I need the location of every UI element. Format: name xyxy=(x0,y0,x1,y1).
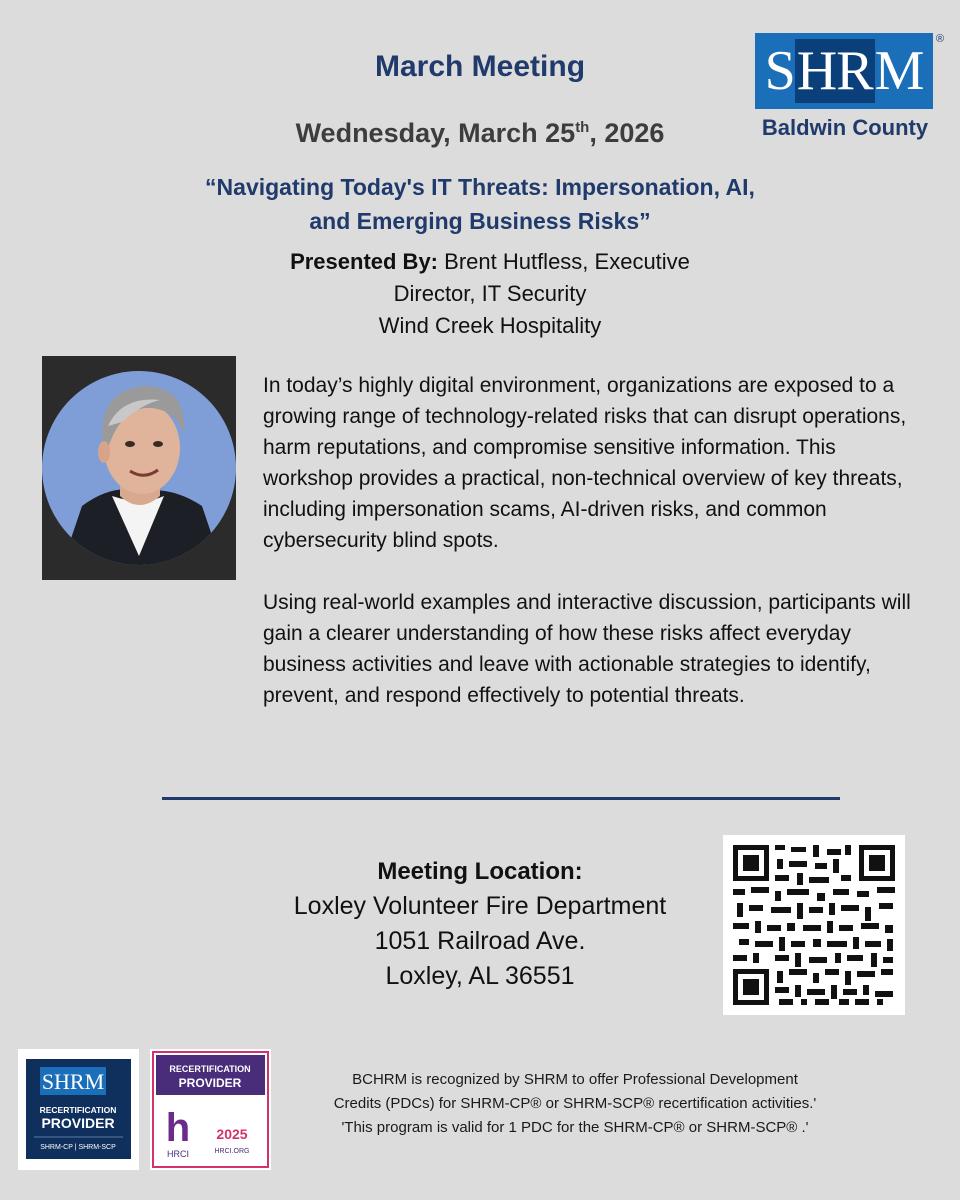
badge-shrm-line2: PROVIDER xyxy=(41,1115,115,1131)
presenter-photo xyxy=(42,356,236,580)
meeting-location xyxy=(230,854,730,994)
badge-hrci-line1: RECERTIFICATION xyxy=(169,1064,251,1074)
presenter-company: Wind Creek Hospitality xyxy=(378,313,602,338)
date-year: , 2026 xyxy=(589,118,665,148)
topic-line-2: and Emerging Business Risks” xyxy=(309,208,651,234)
location-street: 1051 Railroad Ave. xyxy=(374,927,586,955)
date-suffix: th xyxy=(575,119,590,136)
disclaimer-line-1: BCHRM is recognized by SHRM to offer Professional Development xyxy=(352,1071,798,1088)
presenter-info xyxy=(240,246,740,342)
session-topic xyxy=(150,170,810,238)
session-description xyxy=(263,370,923,742)
badge-hrci-site: HRCI.ORG xyxy=(214,1148,250,1155)
qr-code[interactable] xyxy=(723,835,905,1015)
location-venue: Loxley Volunteer Fire Department xyxy=(293,892,667,920)
badge-shrm-mark: SHRM xyxy=(41,1069,105,1094)
hrci-recertification-badge xyxy=(150,1049,271,1170)
badge-hrci-year: 2025 xyxy=(216,1126,248,1142)
section-divider xyxy=(162,797,840,800)
badge-hrci-line2: PROVIDER xyxy=(178,1076,242,1090)
presenter-label: Presented By: xyxy=(290,249,439,274)
logo-subtitle: Baldwin County xyxy=(761,115,929,140)
description-paragraph-2: Using real-world examples and interactive discussion, participants will gain a clearer understanding of how these risks affect everyday business activities and leave with actionable strategies to identify, prevent, and respond effectively to potential threats. xyxy=(263,591,911,707)
page-title: March Meeting xyxy=(374,50,586,83)
disclaimer-line-3: 'This program is valid for 1 PDC for the SHRM-CP® or SHRM-SCP® .' xyxy=(341,1119,809,1136)
presenter-name: Brent Hutfless, Executive xyxy=(444,249,690,274)
presenter-title: Director, IT Security xyxy=(393,281,587,306)
shrm-baldwin-logo xyxy=(755,33,945,148)
shrm-recertification-badge xyxy=(18,1049,139,1170)
description-paragraph-1: In today’s highly digital environment, organizations are exposed to a growing range of technology-related risks that can disrupt operations, harm reputations, and compromise sensitive information. This workshop provides a practical, non-technical overview of key threats, including impersonation scams, AI-driven risks, and common cybersecurity blind spots. xyxy=(263,374,907,552)
meeting-date xyxy=(180,118,780,149)
shrm-logo-mark: S HR M xyxy=(755,33,933,109)
topic-line-1: “Navigating Today's IT Threats: Impersonation, AI, xyxy=(205,174,755,200)
badge-hrci-brand: HRCI xyxy=(167,1149,189,1159)
badge-shrm-footer: SHRM-CP | SHRM-SCP xyxy=(40,1144,116,1151)
location-city: Loxley, AL 36551 xyxy=(385,962,575,990)
date-main: Wednesday, March 25 xyxy=(295,118,576,148)
badge-hrci-letter: h xyxy=(165,1106,191,1150)
disclaimer-line-2: Credits (PDCs) for SHRM-CP® or SHRM-SCP® recertification activities.' xyxy=(333,1095,817,1112)
location-label: Meeting Location: xyxy=(377,858,583,885)
badge-shrm-line1: RECERTIFICATION xyxy=(39,1105,117,1115)
registered-mark: ® xyxy=(936,33,945,45)
pdc-disclaimer xyxy=(292,1068,858,1140)
